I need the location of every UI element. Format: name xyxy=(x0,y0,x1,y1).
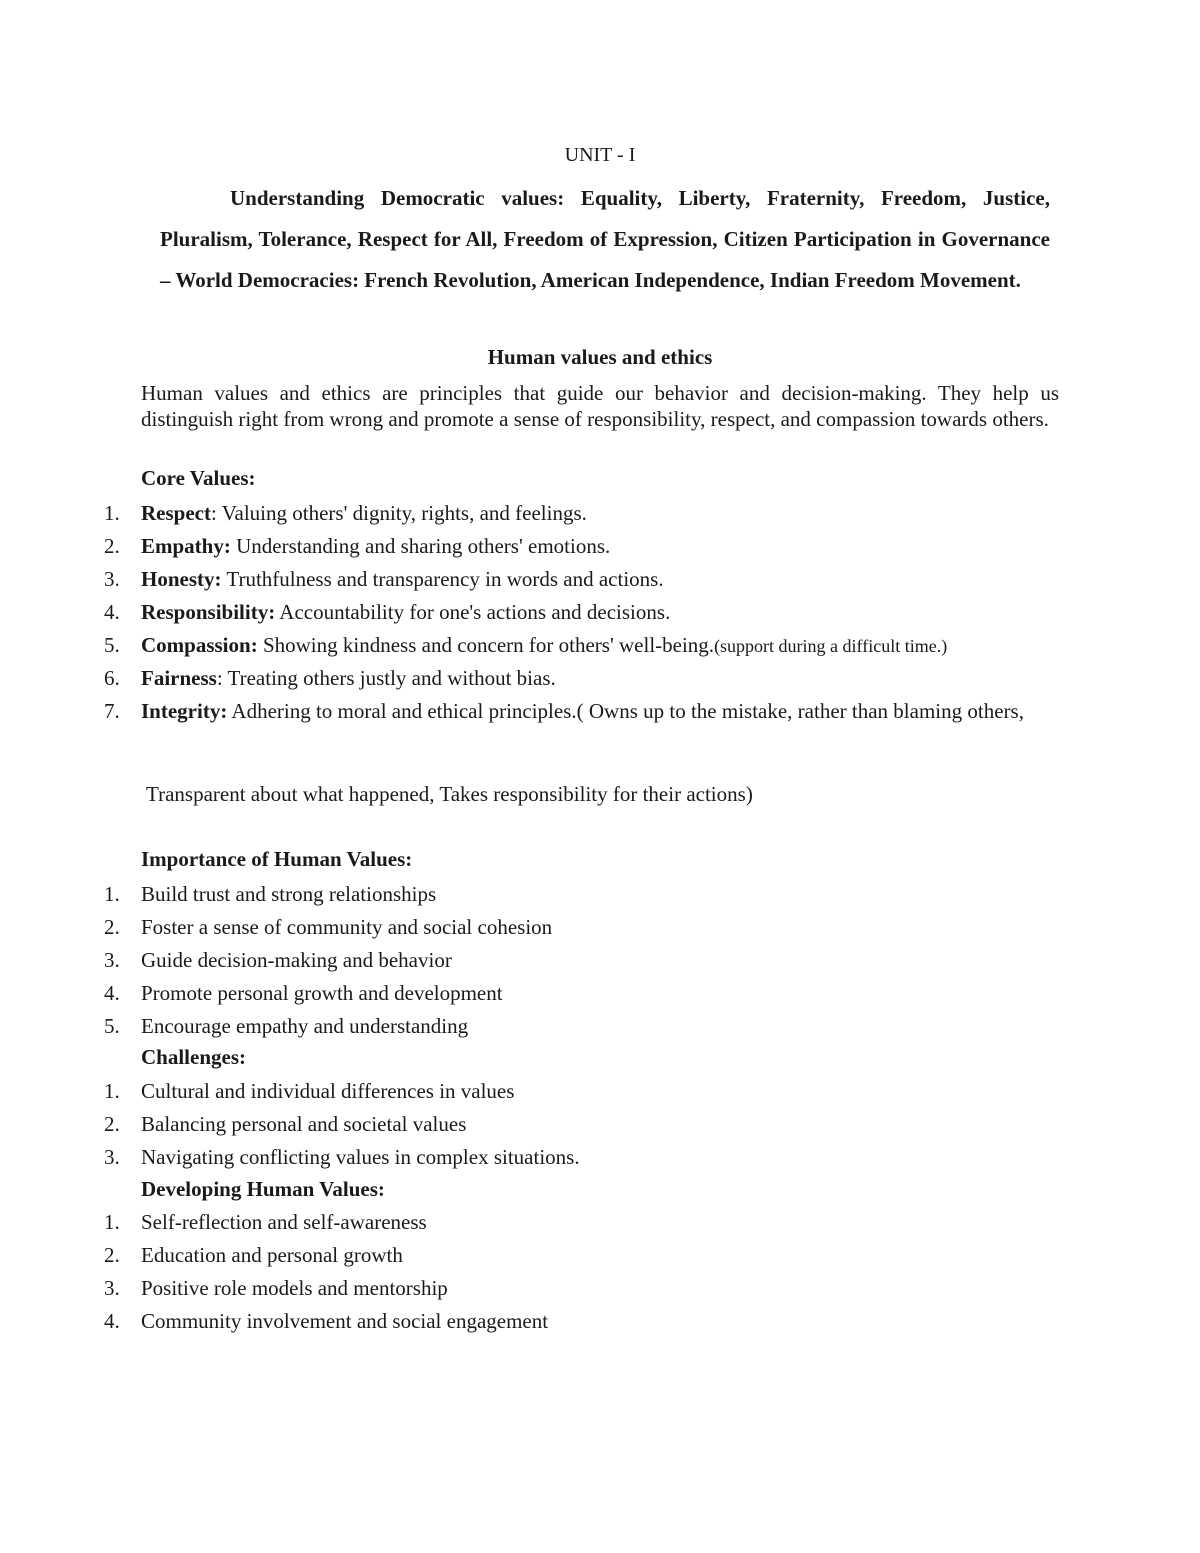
list-item: 2. Empathy: Understanding and sharing others' emotions. xyxy=(104,534,611,558)
value-desc: Adhering to moral and ethical principles.( Owns up to the mistake, rather than blaming others, xyxy=(227,699,1024,723)
value-term: Fairness xyxy=(141,666,217,690)
list-item: 3. Navigating conflicting values in complex situations. xyxy=(104,1145,580,1169)
value-note: (support during a difficult time.) xyxy=(714,636,948,656)
list-item: 3. Honesty: Truthfulness and transparency in words and actions. xyxy=(104,567,664,591)
list-item: 1. Respect: Valuing others' dignity, rights, and feelings. xyxy=(104,501,587,525)
list-item: 4. Promote personal growth and development xyxy=(104,981,503,1005)
value-desc: Understanding and sharing others' emotions. xyxy=(230,534,611,558)
value-term: Integrity: xyxy=(141,699,228,723)
list-item: 3. Positive role models and mentorship xyxy=(104,1276,448,1300)
list-item: 1. Self-reflection and self-awareness xyxy=(104,1210,427,1234)
list-item: 5. Encourage empathy and understanding xyxy=(104,1014,469,1038)
value-term: Honesty: xyxy=(141,567,222,591)
value-desc: Showing kindness and concern for others' well-being. xyxy=(257,633,715,657)
value-term: Responsibility: xyxy=(141,600,276,624)
value-term: Compassion: xyxy=(141,633,258,657)
value-term: Empathy: xyxy=(141,534,231,558)
developing-list xyxy=(0,1209,1200,1341)
challenges-heading: Challenges: xyxy=(141,1045,246,1069)
core-values-list xyxy=(0,500,1200,724)
list-item: 6. Fairness: Treating others justly and without bias. xyxy=(104,666,556,690)
section-title: Human values and ethics xyxy=(487,345,713,369)
list-item: 3. Guide decision-making and behavior xyxy=(104,948,452,972)
importance-heading: Importance of Human Values: xyxy=(141,847,413,871)
list-item: 2. Education and personal growth xyxy=(104,1243,403,1267)
value-term: Respect xyxy=(141,501,211,525)
value-desc: : Treating others justly and without bias. xyxy=(216,666,556,690)
intro-paragraph: Human values and ethics are principles that guide our behavior and decision-making. They help us distinguish right from wrong and promote a sense of responsibility, respect, and compassion towards others. xyxy=(141,381,1059,431)
list-item: 2. Foster a sense of community and social cohesion xyxy=(104,915,553,939)
list-item: 1. Build trust and strong relationships xyxy=(104,882,437,906)
challenges-list xyxy=(0,1078,1200,1177)
list-item: 4. Responsibility: Accountability for one's actions and decisions. xyxy=(104,600,671,624)
developing-heading: Developing Human Values: xyxy=(141,1177,385,1201)
list-item: 4. Community involvement and social engagement xyxy=(104,1309,549,1333)
unit-title: UNIT - I xyxy=(564,144,636,166)
list-item: 1. Cultural and individual differences in values xyxy=(104,1079,515,1103)
integrity-continuation: Transparent about what happened, Takes responsibility for their actions) xyxy=(146,782,753,806)
value-desc: : Valuing others' dignity, rights, and feelings. xyxy=(210,501,587,525)
syllabus-paragraph: Understanding Democratic values: Equality, Liberty, Fraternity, Freedom, Justice, Pluralism, Tolerance, Respect for All, Freedom of Expression, Citizen Participation in Governance – World Democracies: French Revolution, American Independence, Indian Freedom Movement. xyxy=(160,186,1050,292)
list-item: 7. Integrity: Adhering to moral and ethical principles.( Owns up to the mistake, rather than blaming others, xyxy=(104,699,1024,723)
list-item: 5. Compassion: Showing kindness and concern for others' well-being.(support during a difficult time.) xyxy=(104,633,948,657)
core-values-heading: Core Values: xyxy=(141,466,256,490)
list-item: 2. Balancing personal and societal values xyxy=(104,1112,467,1136)
value-desc: Accountability for one's actions and decisions. xyxy=(275,600,671,624)
value-desc: Truthfulness and transparency in words and actions. xyxy=(221,567,664,591)
importance-list xyxy=(0,881,1200,1046)
